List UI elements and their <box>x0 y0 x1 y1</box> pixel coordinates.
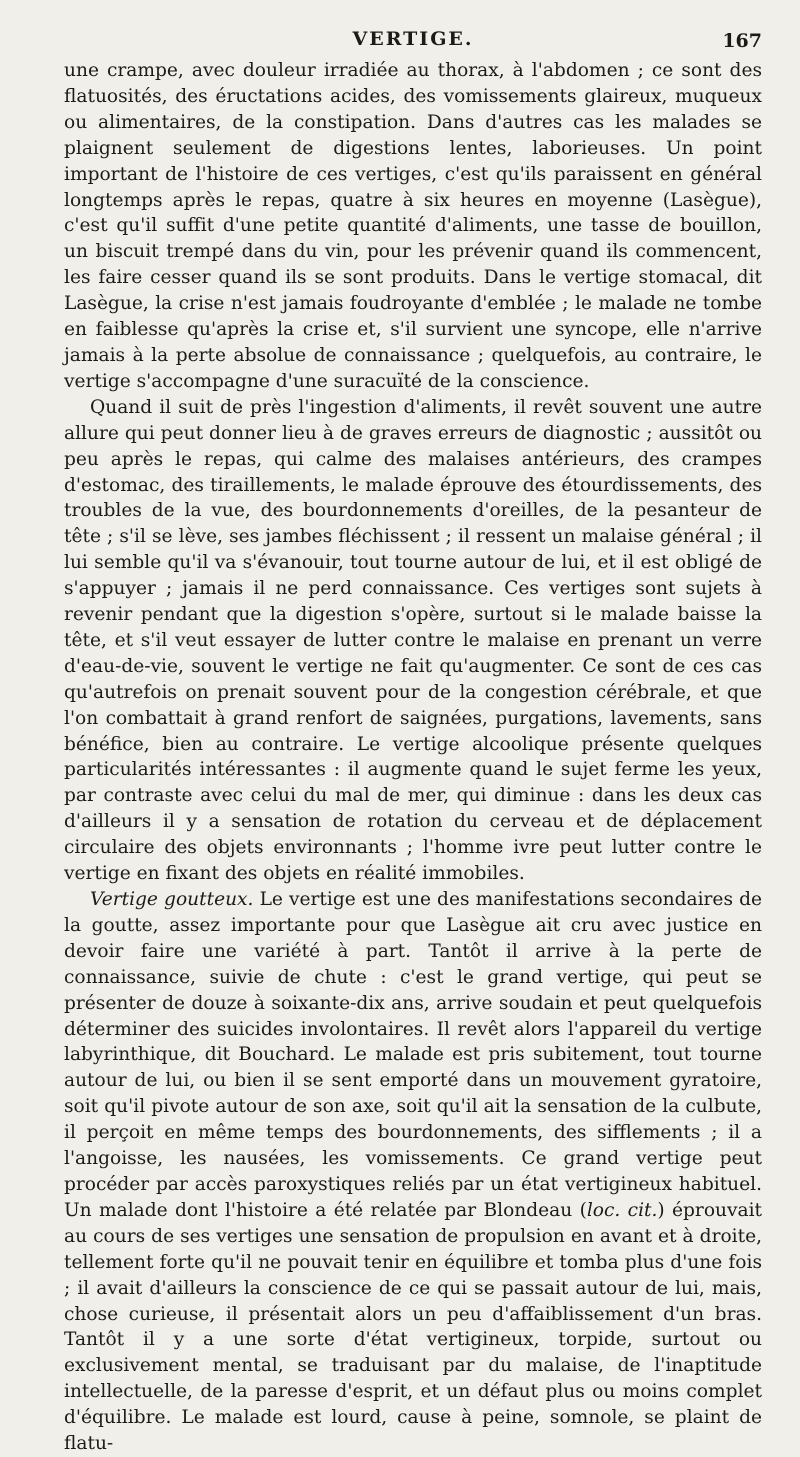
body-text <box>64 58 762 1457</box>
page-number: 167 <box>722 30 762 52</box>
section-term: Vertige goutteux. <box>90 889 254 910</box>
paragraph-text: Le vertige est une des manifestations secondaires de la goutte, assez importante pour que Lasègue ait cru avec justice en devoir faire une variété à part. Tantôt il arrive à la perte de connaissance, suivie de chute : c'est le grand vertige, qui peut se présenter de douze à soixante-dix ans, arrive soudain et peut quelquefois déterminer des suicides involontaires. Il revêt alors l'appareil du vertige labyrinthique, dit Bouchard. Le malade est pris subitement, tout tourne autour de lui, ou bien il se sent emporté dans un mouvement gyratoire, soit qu'il pivote autour de son axe, soit qu'il ait la sensation de la culbute, il perçoit en même temps des bourdonnements, des sifflements ; il a l'angoisse, les nausées, les vomissements. Ce grand vertige peut procéder par accès paroxystiques reliés par un état vertigineux habituel. Un malade dont l'histoire a été relatée par Blondeau ( <box>64 889 762 1221</box>
paragraph-text-after: ) éprouvait au cours de ses vertiges une sensation de propulsion en avant et à droite, tellement forte qu'il ne pouvait tenir en équilibre et tomba plus d'une fois ; il avait d'ailleurs la conscience de ce qui se passait autour de lui, mais, chose curieuse, il présentait alors un peu d'affaiblissement d'un bras. Tantôt il y a une sorte d'état vertigineux, torpide, surtout ou exclusivement mental, se traduisant par du malaise, de l'inaptitude intellectuelle, de la paresse d'esprit, et un défaut plus ou moins complet d'équilibre. Le malade est lourd, cause à peine, somnole, se plaint de flatu- <box>64 1199 762 1455</box>
citation: loc. cit. <box>586 1199 658 1221</box>
page-header <box>64 22 762 58</box>
paragraph-vertige-goutteux <box>64 887 762 1457</box>
paragraph-ingestion: Quand il suit de près l'ingestion d'aliments, il revêt souvent une autre allure qui peut donner lieu à de graves erreurs de diagnostic ; aussitôt ou peu après le repas, qui calme des malaises antérieurs, des crampes d'estomac, des tiraillements, le malade éprouve des étourdissements, des troubles de la vue, des bourdonnements d'oreilles, de la pesanteur de tête ; s'il se lève, ses jambes fléchissent ; il ressent un malaise général ; il lui semble qu'il va s'évanouir, tout tourne autour de lui, et il est obligé de s'appuyer ; jamais il ne perd connaissance. Ces vertiges sont sujets à revenir pendant que la digestion s'opère, surtout si le malade baisse la tête, et s'il veut essayer de lutter contre le malaise en prenant un verre d'eau-de-vie, souvent le vertige ne fait qu'augmenter. Ce sont de ces cas qu'autrefois on prenait souvent pour de la congestion cérébrale, et que l'on combattait à grand renfort de saignées, purgations, lavements, sans bénéfice, bien au contraire. Le vertige alcoolique présente quelques particularités intéressantes : il augmente quand le sujet ferme les yeux, par contraste avec celui du mal de mer, qui diminue : dans les deux cas d'ailleurs il y a sensation de rotation du cerveau et de déplacement circulaire des objets environnants ; l'homme ivre peut lutter contre le vertige en fixant des objets en réalité immobiles. <box>64 396 762 885</box>
paragraph-continued: une crampe, avec douleur irradiée au thorax, à l'abdomen ; ce sont des flatuosités, des éructations acides, des vomissements glaireux, muqueux ou alimentaires, de la constipation. Dans d'autres cas les malades se plaignent seulement de digestions lentes, laborieuses. Un point important de l'histoire de ces vertiges, c'est qu'ils paraissent en général longtemps après le repas, quatre à six heures en moyenne (Lasègue), c'est qu'il suffit d'une petite quantité d'aliments, une tasse de bouillon, un biscuit trempé dans du vin, pour les prévenir quand ils commencent, les faire cesser quand ils se sont produits. Dans le vertige stomacal, dit Lasègue, la crise n'est jamais foudroyante d'emblée ; le malade ne tombe en faiblesse qu'après la crise et, s'il survient une syncope, elle n'arrive jamais à la perte absolue de connaissance ; quelquefois, au contraire, le vertige s'accompagne d'une suracuïté de la conscience. <box>64 60 762 392</box>
running-title: VERTIGE. <box>352 28 474 50</box>
